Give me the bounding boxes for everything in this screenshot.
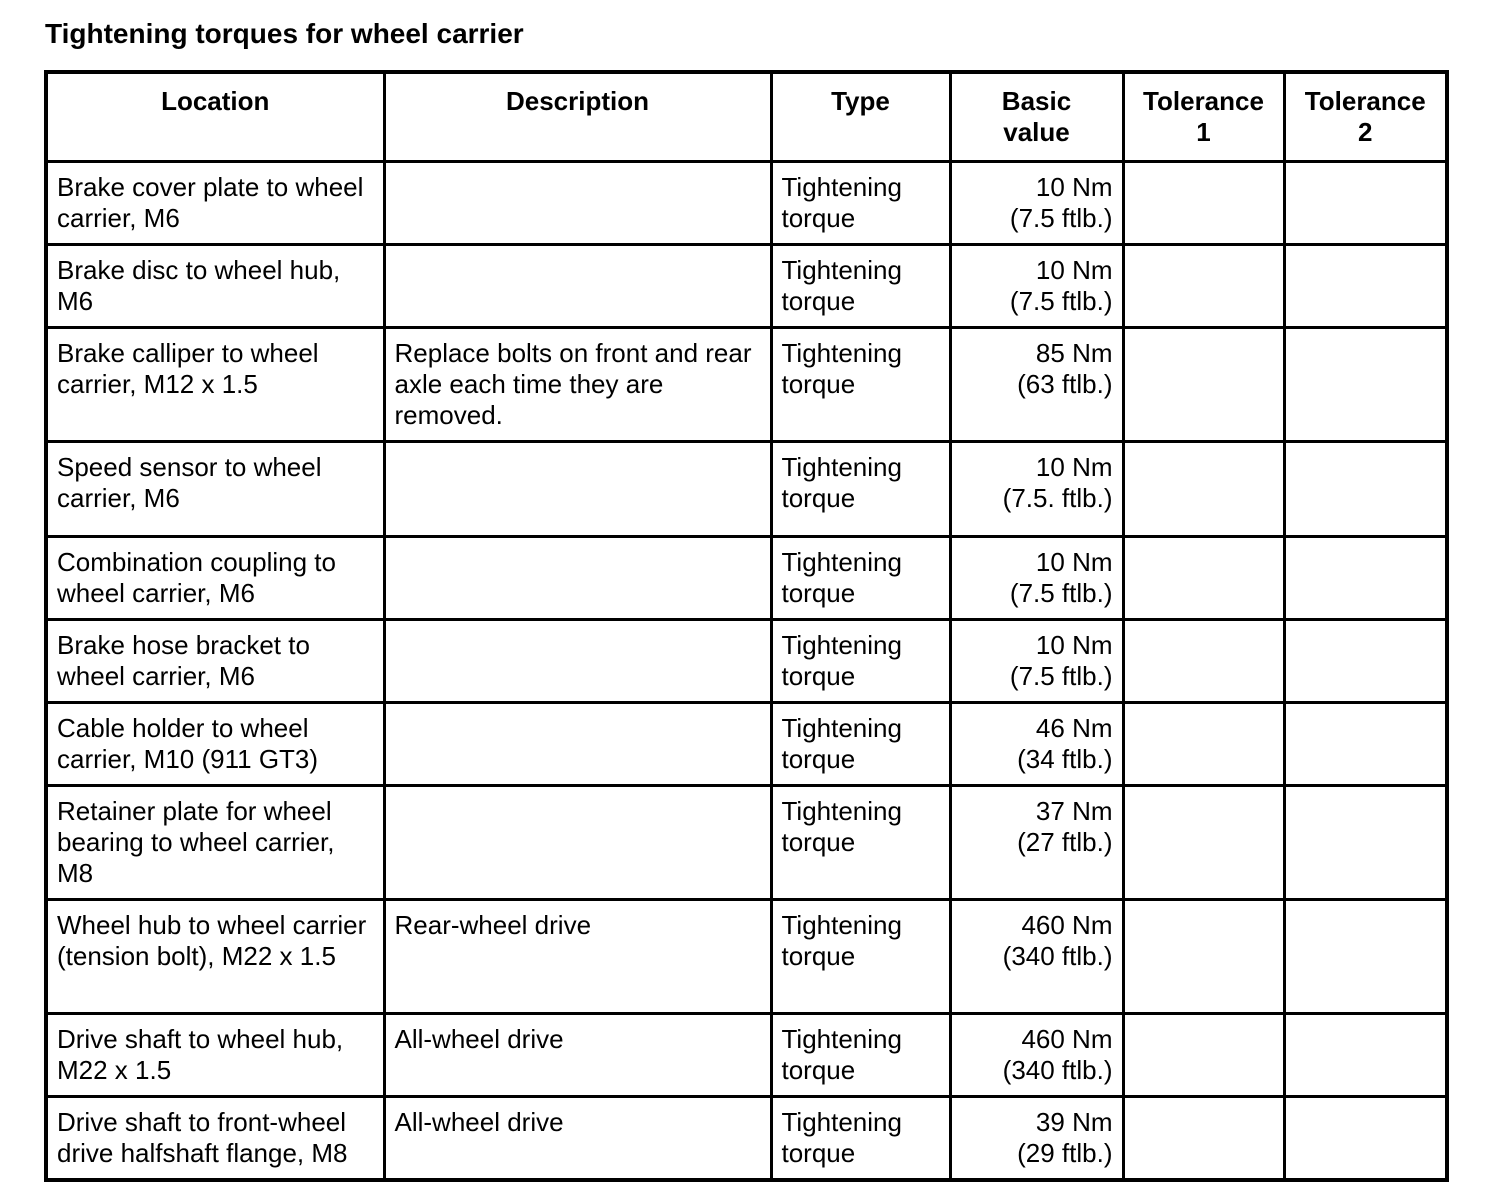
description-cell	[384, 620, 771, 703]
type-cell: Tightening torque	[771, 328, 950, 442]
description-cell	[384, 703, 771, 786]
description-cell: Rear-wheel drive	[384, 900, 771, 1014]
value-nm: 10 Nm	[1035, 630, 1113, 660]
type-cell: Tightening torque	[771, 162, 950, 245]
basic-value-cell	[950, 442, 1123, 537]
tolerance-2-cell	[1284, 1097, 1447, 1180]
tolerance-1-cell	[1123, 1014, 1284, 1097]
table-row	[46, 900, 1447, 1014]
type-cell: Tightening torque	[771, 537, 950, 620]
table-row	[46, 537, 1447, 620]
table-row	[46, 1097, 1447, 1180]
header-basic-value-line1: Basic	[1001, 86, 1072, 116]
basic-value-cell	[950, 703, 1123, 786]
value-ftlb: (34 ftlb.)	[1017, 744, 1113, 774]
location-cell: Brake hose bracket to wheel carrier, M6	[46, 620, 384, 703]
value-nm: 37 Nm	[1035, 796, 1113, 826]
value-ftlb: (7.5 ftlb.)	[1009, 203, 1113, 233]
location-cell: Brake disc to wheel hub, M6	[46, 245, 384, 328]
value-nm: 10 Nm	[1035, 452, 1113, 482]
description-cell	[384, 537, 771, 620]
value-ftlb: (7.5. ftlb.)	[1002, 483, 1113, 513]
value-nm: 10 Nm	[1035, 255, 1113, 285]
location-cell: Retainer plate for wheel bearing to wheel carrier, M8	[46, 786, 384, 900]
header-location-label: Location	[161, 86, 270, 116]
description-cell	[384, 162, 771, 245]
type-cell: Tightening torque	[771, 245, 950, 328]
table-row	[46, 703, 1447, 786]
tolerance-1-cell	[1123, 442, 1284, 537]
table-row	[46, 1014, 1447, 1097]
value-ftlb: (63 ftlb.)	[1017, 369, 1113, 399]
basic-value-cell	[950, 900, 1123, 1014]
table-row	[46, 162, 1447, 245]
basic-value-cell	[950, 245, 1123, 328]
value-nm: 460 Nm	[1021, 1024, 1113, 1054]
tolerance-1-cell	[1123, 245, 1284, 328]
tolerance-2-cell	[1284, 1014, 1447, 1097]
tolerance-1-cell	[1123, 900, 1284, 1014]
value-ftlb: (340 ftlb.)	[1002, 941, 1113, 971]
header-description	[384, 72, 771, 162]
value-nm: 10 Nm	[1035, 172, 1113, 202]
header-type-label: Type	[831, 86, 890, 116]
header-description-label: Description	[505, 86, 650, 116]
tolerance-1-cell	[1123, 620, 1284, 703]
header-type	[771, 72, 950, 162]
value-ftlb: (7.5 ftlb.)	[1009, 578, 1113, 608]
header-basic-value-line2: value	[1003, 117, 1070, 147]
tolerance-2-cell	[1284, 328, 1447, 442]
location-cell: Brake cover plate to wheel carrier, M6	[46, 162, 384, 245]
basic-value-cell	[950, 1097, 1123, 1180]
page-title: Tightening torques for wheel carrier	[45, 18, 524, 49]
tolerance-1-cell	[1123, 786, 1284, 900]
value-ftlb: (29 ftlb.)	[1017, 1138, 1113, 1168]
table-header-row	[46, 72, 1447, 162]
description-cell: All-wheel drive	[384, 1014, 771, 1097]
location-cell: Speed sensor to wheel carrier, M6	[46, 442, 384, 537]
value-ftlb: (27 ftlb.)	[1017, 827, 1113, 857]
type-cell: Tightening torque	[771, 1014, 950, 1097]
location-cell: Drive shaft to front-wheel drive halfshaft flange, M8	[46, 1097, 384, 1180]
value-nm: 46 Nm	[1035, 713, 1113, 743]
basic-value-cell	[950, 786, 1123, 900]
value-nm: 460 Nm	[1021, 910, 1113, 940]
basic-value-cell	[950, 537, 1123, 620]
tolerance-2-cell	[1284, 703, 1447, 786]
table-body	[46, 162, 1447, 1180]
header-tolerance-2-line2: 2	[1358, 117, 1373, 147]
basic-value-cell	[950, 620, 1123, 703]
basic-value-cell	[950, 1014, 1123, 1097]
tolerance-1-cell	[1123, 537, 1284, 620]
basic-value-cell	[950, 328, 1123, 442]
tolerance-2-cell	[1284, 162, 1447, 245]
description-cell: Replace bolts on front and rear axle each time they are removed.	[384, 328, 771, 442]
type-cell: Tightening torque	[771, 703, 950, 786]
table-row	[46, 620, 1447, 703]
type-cell: Tightening torque	[771, 620, 950, 703]
value-nm: 85 Nm	[1035, 338, 1113, 368]
tolerance-2-cell	[1284, 620, 1447, 703]
tolerance-1-cell	[1123, 328, 1284, 442]
tolerance-2-cell	[1284, 900, 1447, 1014]
tolerance-1-cell	[1123, 1097, 1284, 1180]
tolerance-1-cell	[1123, 162, 1284, 245]
tolerance-2-cell	[1284, 442, 1447, 537]
description-cell	[384, 245, 771, 328]
description-cell: All-wheel drive	[384, 1097, 771, 1180]
tolerance-2-cell	[1284, 537, 1447, 620]
header-tolerance-1	[1123, 72, 1284, 162]
location-cell: Drive shaft to wheel hub, M22 x 1.5	[46, 1014, 384, 1097]
header-tolerance-1-line1: Tolerance	[1143, 86, 1264, 116]
type-cell: Tightening torque	[771, 786, 950, 900]
description-cell	[384, 786, 771, 900]
header-tolerance-1-line2: 1	[1196, 117, 1211, 147]
value-ftlb: (7.5 ftlb.)	[1009, 661, 1113, 691]
location-cell: Cable holder to wheel carrier, M10 (911 GT3)	[46, 703, 384, 786]
table-row	[46, 328, 1447, 442]
location-cell: Wheel hub to wheel carrier (tension bolt), M22 x 1.5	[46, 900, 384, 1014]
table-row	[46, 786, 1447, 900]
type-cell: Tightening torque	[771, 1097, 950, 1180]
table-row	[46, 245, 1447, 328]
location-cell: Combination coupling to wheel carrier, M6	[46, 537, 384, 620]
torque-table	[44, 70, 1449, 1182]
tolerance-2-cell	[1284, 245, 1447, 328]
value-nm: 10 Nm	[1035, 547, 1113, 577]
description-cell	[384, 442, 771, 537]
value-ftlb: (340 ftlb.)	[1002, 1055, 1113, 1085]
tolerance-2-cell	[1284, 786, 1447, 900]
header-basic-value	[950, 72, 1123, 162]
header-tolerance-2-line1: Tolerance	[1304, 86, 1426, 116]
type-cell: Tightening torque	[771, 900, 950, 1014]
value-ftlb: (7.5 ftlb.)	[1009, 286, 1113, 316]
table-row	[46, 442, 1447, 537]
header-location	[46, 72, 384, 162]
basic-value-cell	[950, 162, 1123, 245]
tolerance-1-cell	[1123, 703, 1284, 786]
header-tolerance-2	[1284, 72, 1447, 162]
type-cell: Tightening torque	[771, 442, 950, 537]
value-nm: 39 Nm	[1035, 1107, 1113, 1137]
location-cell: Brake calliper to wheel carrier, M12 x 1.5	[46, 328, 384, 442]
